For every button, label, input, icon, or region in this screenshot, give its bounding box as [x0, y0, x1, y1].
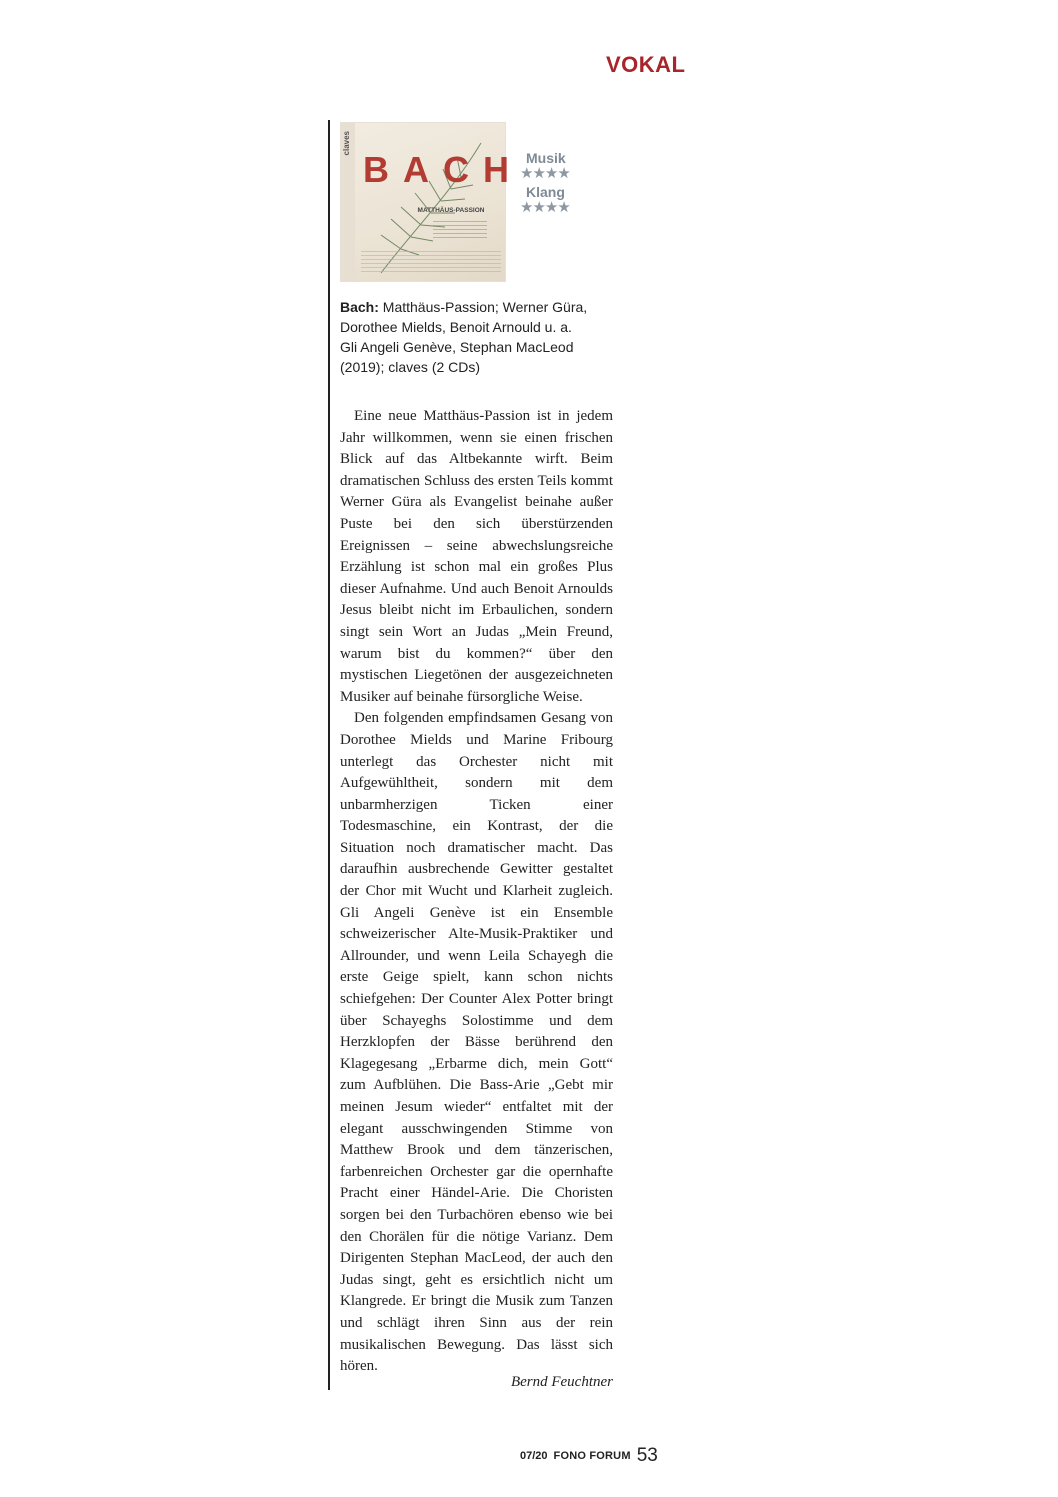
info-line-2: Dorothee Mields, Benoit Arnould u. a.: [340, 319, 572, 335]
review-paragraph-1: Eine neue Matthäus-Passion ist in jedem Jahr willkommen, wenn sie einen frischen Blick auf das Altbekannte wirft. Beim dramatischen Schluss des ersten Teils kommt Werner Güra als Evangelist beinahe außer Puste bei den sich überstürzenden Ereignissen – seine abwechslungsreiche Erzählung ist schon mal ein großes Plus dieser Aufnahme. Und auch Benoit Arnoulds Jesus bleibt nicht im Erbaulichen, sondern singt sein Wort an Judas „Mein Freund, warum bist du kommen?“ über den mystischen Liegetönen der ausgezeichneten Musiker auf beinahe fürsorgliche Weise.: [340, 408, 613, 705]
author-name: Bernd Feuchtner: [510, 1374, 613, 1390]
recording-info: [340, 297, 620, 377]
info-line-1: Matthäus-Passion; Werner Güra,: [378, 299, 588, 315]
section-title: VOKAL: [606, 52, 686, 77]
info-line-4: (2019); claves (2 CDs): [340, 359, 481, 375]
issue-number: 07/20: [520, 1450, 548, 1462]
info-line-3: Gli Angeli Genève, Stephan MacLeod: [340, 339, 574, 355]
composer-name: Bach:: [340, 299, 379, 315]
page-footer: [520, 1445, 658, 1467]
cover-label: claves: [342, 131, 351, 156]
album-cover: [340, 122, 523, 282]
cover-title: BACH: [363, 149, 523, 190]
sound-rating-label: Klang: [526, 184, 565, 200]
ratings: [520, 150, 600, 216]
sound-rating-stars: ★★★★: [520, 199, 570, 216]
review-paragraph-2: Den folgenden empfindsamen Gesang von Dorothee Mields und Marine Fribourg unterlegt das Orchester nicht mit Aufgewühltheit, sondern mit dem unbarmherzigen Ticken einer Todesmaschine, ein Kontrast, der die Situation noch dramatischer macht. Das daraufhin ausbrechende Gewitter gestaltet der Chor mit Wucht und Klarheit zugleich. Gli Angeli Genève ist ein Ensemble schweizerischer Alte-Musik-Praktiker und Allrounder, und wenn Leila Schayegh die erste Geige spielt, kann schon nichts schiefgehen: Der Counter Alex Potter bringt über Schayeghs Solostimme und dem Herzklopfen der Bässe berührend den Klagegesang „Erbarme dich, mein Gott“ zum Aufblühen. Die Bass-Arie „Gebt mir meinen Jesum wieder“ entfaltet mit der elegant ausschwingenden Stimme von Matthew Brook und dem tänzerischen, farbenreichen Orchester gar die opernhafte Pracht einer Händel-Arie. Die Choristen sorgen bei den Turbachören ebenso wie bei den Chorälen für die nötige Varianz. Dem Dirigenten Stephan MacLeod, der auch den Judas singt, geht es ersichtlich nicht um Klangrede. Er bringt die Musik zum Tanzen und schlägt ihren Sinn aus der rein musikalischen Bewegung. Das lässt sich hören.: [340, 710, 613, 1375]
cover-credits-lines: [361, 251, 501, 273]
column-rule: [328, 120, 330, 1390]
review-text: [340, 406, 613, 1378]
music-rating-label: Musik: [526, 150, 566, 166]
cover-performer-lines: [433, 221, 487, 239]
magazine-name: FONO FORUM: [553, 1450, 631, 1462]
page-number: 53: [636, 1445, 658, 1466]
music-rating-stars: ★★★★: [520, 165, 570, 182]
cover-subtitle: MATTHÄUS-PASSION: [417, 207, 485, 214]
